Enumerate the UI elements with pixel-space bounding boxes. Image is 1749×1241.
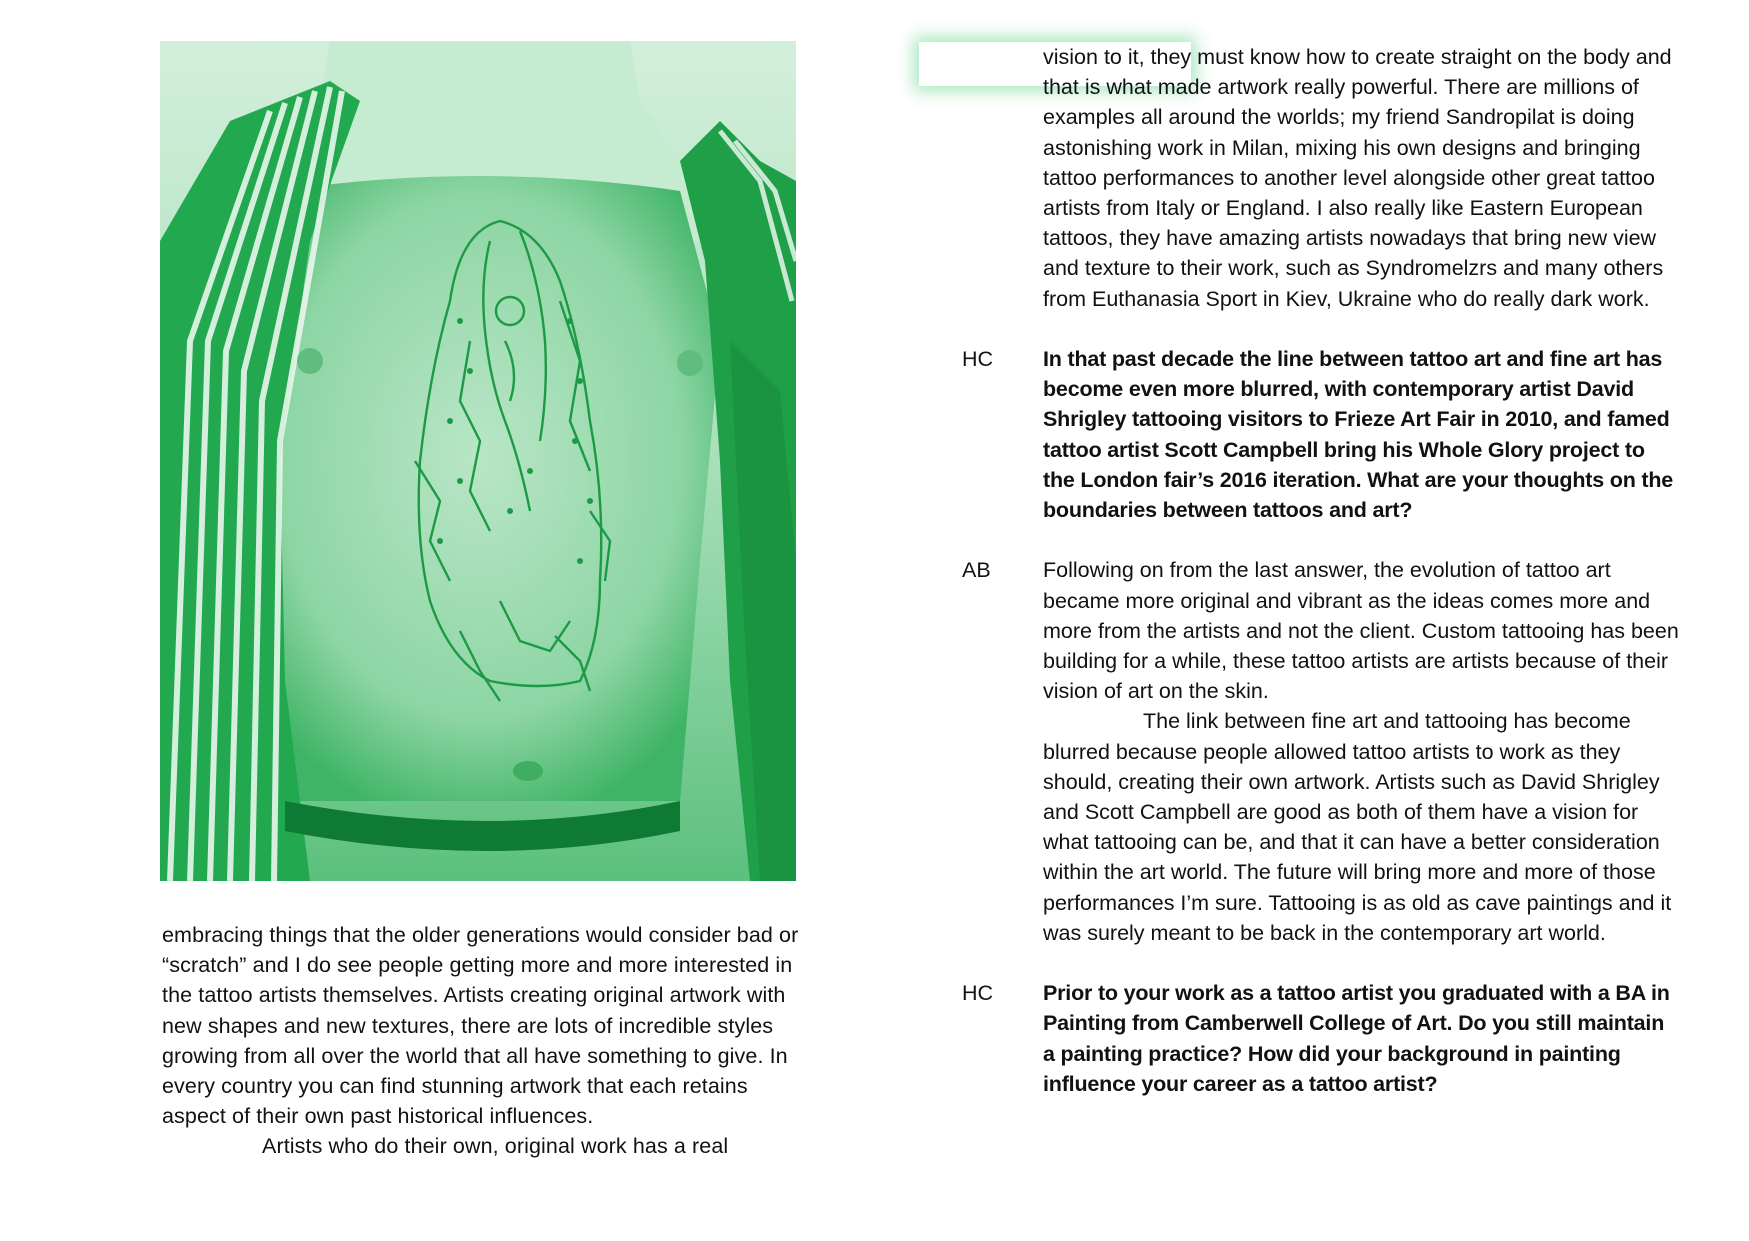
question-block [962,344,1682,525]
question-text: Prior to your work as a tattoo artist you graduated with a BA in Painting from Camberwell College of Art. Do you still maintain a painting practice? How did your background in painting influence your career as a tattoo artist? [1043,981,1670,1096]
answer-text: Following on from the last answer, the evolution of tattoo art became more original and vibrant as the ideas comes more and more from the artists and not the client. Custom tattooing has been building for a while, these tattoo artists are artists because of their vision of art on the skin. [1043,558,1679,704]
tattoo-illustration [160,41,796,881]
right-column-interview [962,42,1682,1099]
question-block [962,978,1682,1099]
left-paragraph: embracing things that the older generations would consider bad or “scratch” and I do see people getting more and more interested in the tattoo artists themselves. Artists creating original artwork with new shapes and new textures, there are lots of incredible styles growing from all over the world that all have something to give. In every country you can find stunning artwork that each retains aspect of their own past historical influences. [162,923,799,1129]
answer-text: vision to it, they must know how to create straight on the body and that is what made artwork really powerful. There are millions of examples all around the worlds; my friend Sandropilat is doing astonishing work in Milan, mixing his own designs and bringing tattoo performances to another level alongside other great tattoo artists from Italy or England. I also really like Eastern European tattoos, they have amazing artists nowadays that bring new view and texture to their work, such as Syndromelzrs and many others from Euthanasia Sport in Kiev, Ukraine who do really dark work. [1043,45,1672,311]
speaker-label [962,42,1043,314]
left-column-text [162,920,802,1162]
left-paragraph-indented: Artists who do their own, original work has a real [262,1134,729,1159]
speaker-label: AB [962,558,991,583]
answer-continuation [962,42,1682,314]
speaker-label: HC [962,347,994,372]
question-text: In that past decade the line between tattoo art and fine art has become even more blurred, with contemporary artist David Shrigley tattooing visitors to Frieze Art Fair in 2010, and famed tattoo artist Scott Campbell bring his Whole Glory project to the London fair’s 2016 iteration. What are your thoughts on the boundaries between tattoos and art? [1043,347,1674,523]
answer-block [962,555,1682,948]
tattoo-chest-photo [160,41,796,881]
speaker-label: HC [962,981,994,1006]
answer-text-indented: The link between fine art and tattooing has become blurred because people allowed tattoo artists to work as they should, creating their own artwork. Artists such as David Shrigley and Scott Campbell are good as both of them have a vision for what tattooing can be, and that it can have a better consideration within the art world. The future will bring more and more of those performances I’m sure. Tattooing is as old as cave paintings and it was surely meant to be back in the contemporary art world. [1043,709,1672,945]
